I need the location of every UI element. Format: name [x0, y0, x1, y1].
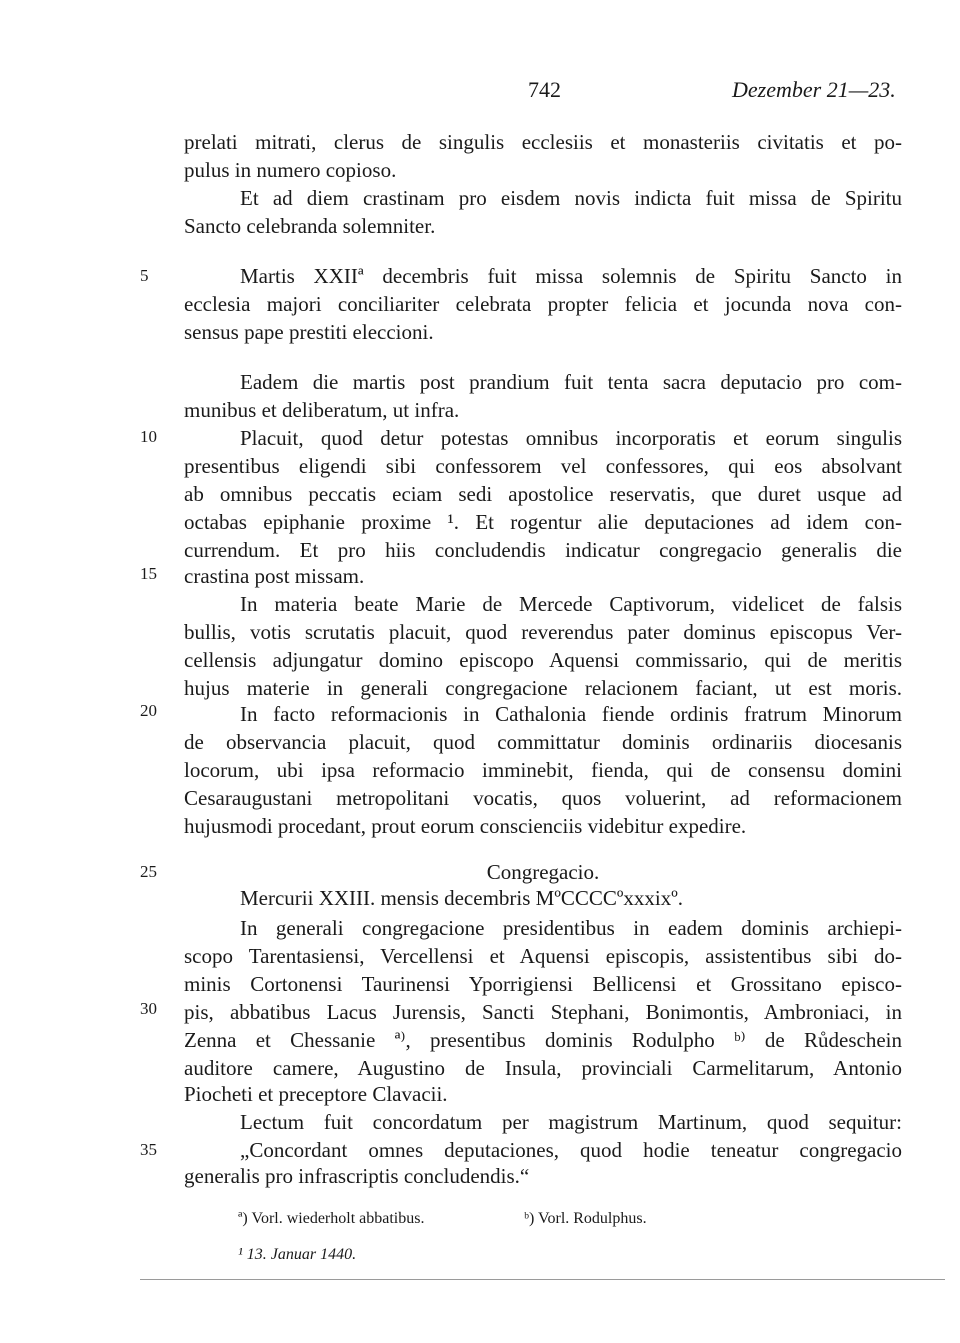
- text-line: ab omnibus peccatis eciam sedi apostolice reservatis, que duret usque ad: [184, 482, 902, 506]
- text-line: minis Cortonensi Taurinensi Yporrigiensi Bellicensi et Grossitano episco-: [184, 972, 902, 996]
- line-number: 10: [140, 427, 157, 446]
- page-number: 742: [528, 77, 561, 102]
- text-line: Eadem die martis post prandium fuit tenta sacra deputacio pro com-: [240, 370, 902, 394]
- text-line: scopo Tarentasiensi, Vercellensi et Aquensi episcopis, assistentibus sibi do-: [184, 944, 902, 968]
- text-line: munibus et deliberatum, ut infra.: [184, 398, 460, 422]
- text-line: hujus materie in generali congregacione relacionem faciant, ut est moris.: [184, 676, 902, 700]
- line-number: 25: [140, 862, 157, 881]
- text-line: presentibus eligendi sibi confessorem vel confessores, qui eos absolvant: [184, 454, 902, 478]
- text-line: bullis, votis scrutatis placuit, quod reverendus pater dominus episcopus Ver-: [184, 620, 902, 644]
- text-line: generalis pro infrascriptis concludendis.“: [184, 1164, 530, 1188]
- text-line: Piocheti et preceptore Clavacii.: [184, 1082, 448, 1106]
- line-number: 5: [140, 266, 149, 285]
- text-line: Mercurii XXIII. mensis decembris MºCCCCºxxxixº.: [240, 886, 683, 910]
- text-line: octabas epiphanie proxime ¹. Et rogentur alie deputaciones ad idem con-: [184, 510, 902, 534]
- text-line: hujusmodi procedant, prout eorum conscienciis videbitur expedire.: [184, 814, 747, 838]
- text-line: In materia beate Marie de Mercede Captivorum, videlicet de falsis: [240, 592, 902, 616]
- text-line: Cesaraugustani metropolitani vocatis, quos voluerint, ad reformacionem: [184, 786, 902, 810]
- text-line: „Concordant omnes deputaciones, quod hodie teneatur congregacio: [240, 1138, 902, 1162]
- text-line: Placuit, quod detur potestas omnibus incorporatis et eorum singulis: [240, 426, 902, 450]
- text-line: Lectum fuit concordatum per magistrum Martinum, quod sequitur:: [240, 1110, 902, 1134]
- text-line: pulus in numero copioso.: [184, 158, 397, 182]
- footnote-a: ª) Vorl. wiederholt abbatibus.: [238, 1210, 425, 1227]
- line-number: 15: [140, 564, 157, 583]
- footnote-b: ᵇ) Vorl. Rodulphus.: [524, 1210, 647, 1227]
- text-line: locorum, ubi ipsa reformacio imminebit, fienda, qui de consensu domini: [184, 758, 902, 782]
- text-line: prelati mitrati, clerus de singulis ecclesiis et monasteriis civitatis et po-: [184, 130, 902, 154]
- text-line: de observancia placuit, quod committatur dominis ordinariis diocesanis: [184, 730, 902, 754]
- text-line: auditore camere, Augustino de Insula, provinciali Carmelitarum, Antonio: [184, 1056, 902, 1080]
- text-line: currendum. Et pro hiis concludendis indicatur congregacio generalis die: [184, 538, 902, 562]
- text-line: Sancto celebranda solemniter.: [184, 214, 436, 238]
- footnote-1: ¹ 13. Januar 1440.: [238, 1246, 357, 1263]
- text-line: pis, abbatibus Lacus Jurensis, Sancti Stephani, Bonimontis, Ambroniaci, in: [184, 1000, 902, 1024]
- section-heading: Congregacio.: [486, 860, 600, 884]
- text-line: crastina post missam.: [184, 564, 365, 588]
- running-head: Dezember 21—23.: [732, 77, 896, 102]
- text-line: cellensis adjungatur domino episcopo Aquensi commissario, qui de meritis: [184, 648, 902, 672]
- text-line: Zenna et Chessanie ª⁾, presentibus dominis Rodulpho ᵇ⁾ de Růdeschein: [184, 1028, 902, 1052]
- text-line: In facto reformacionis in Cathalonia fiende ordinis fratrum Minorum: [240, 702, 902, 726]
- text-line: ecclesia majori conciliariter celebrata propter felicia et jocunda nova con-: [184, 292, 902, 316]
- text-line: sensus pape prestiti eleccioni.: [184, 320, 434, 344]
- text-line: Martis XXIIª decembris fuit missa solemnis de Spiritu Sancto in: [240, 264, 902, 288]
- line-number: 35: [140, 1140, 157, 1159]
- text-line: In generali congregacione presidentibus in eadem dominis archiepi-: [240, 916, 902, 940]
- line-number: 30: [140, 999, 157, 1018]
- text-line: Et ad diem crastinam pro eisdem novis indicta fuit missa de Spiritu: [240, 186, 902, 210]
- line-number: 20: [140, 701, 157, 720]
- bottom-rule: [140, 1279, 945, 1280]
